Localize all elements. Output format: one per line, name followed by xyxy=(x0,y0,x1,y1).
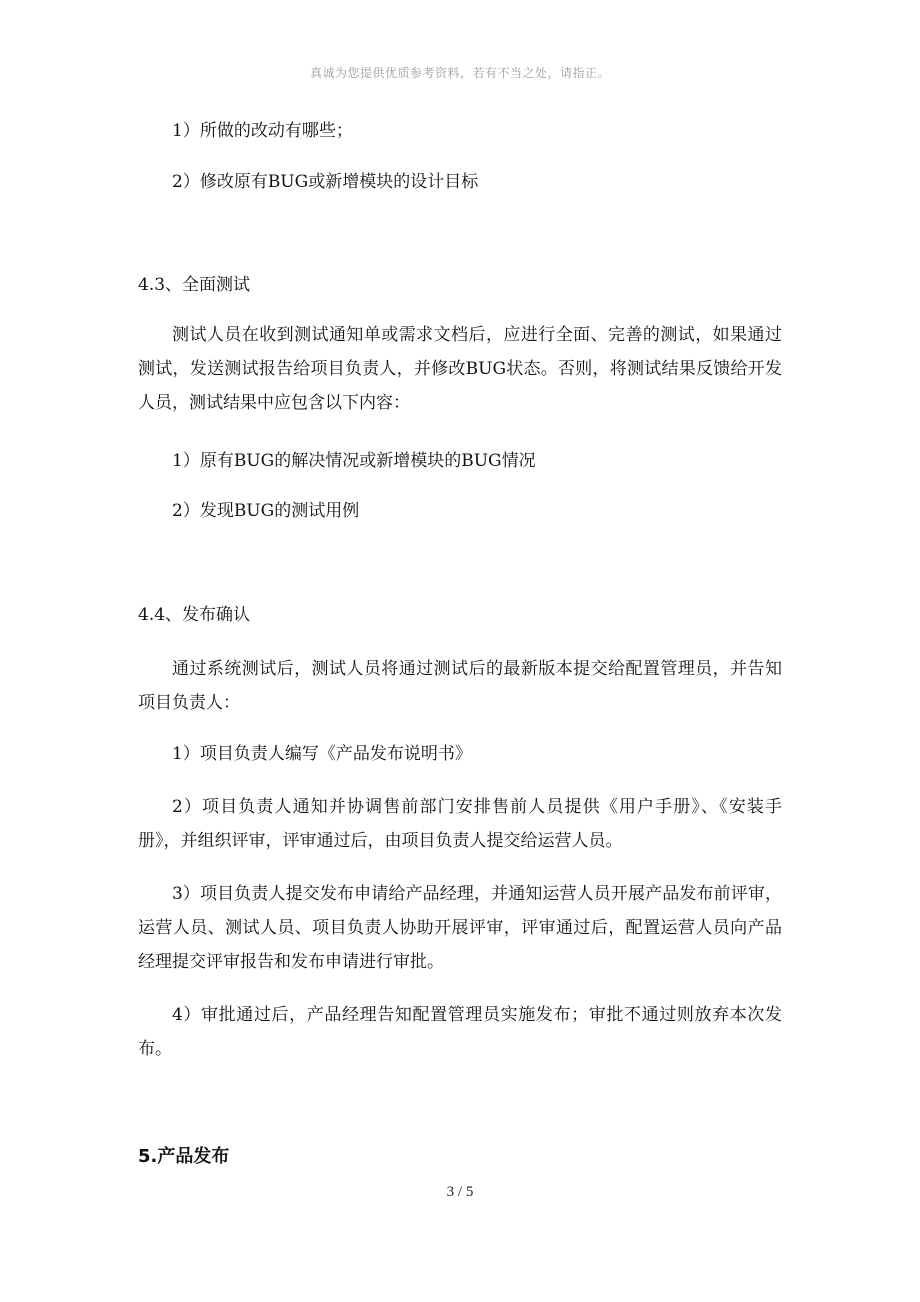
list-item-design-goal: 2）修改原有BUG或新增模块的设计目标 xyxy=(172,172,479,192)
section-4-4-paragraph: 通过系统测试后，测试人员将通过测试后的最新版本提交给配置管理员，并告知项目负责人： xyxy=(138,659,782,713)
list-item-changes: 1）所做的改动有哪些； xyxy=(172,121,353,141)
page-number: 3 / 5 xyxy=(446,1184,474,1200)
list-item-bug-status: 1）原有BUG的解决情况或新增模块的BUG情况 xyxy=(172,451,536,471)
section-title-4-3: 4.3、全面测试 xyxy=(138,275,251,295)
list-item-manuals: 2）项目负责人通知并协调售前部门安排售前人员提供《用户手册》、《安装手册》，并组织评审，评审通过后，由项目负责人提交给运营人员。 xyxy=(138,797,782,851)
list-item-test-case: 2）发现BUG的测试用例 xyxy=(172,501,360,521)
section-title-5: 5.产品发布 xyxy=(138,1146,230,1167)
list-item-approval: 4）审批通过后，产品经理告知配置管理员实施发布；审批不通过则放弃本次发布。 xyxy=(138,1005,782,1059)
list-item-release-review: 3）项目负责人提交发布申请给产品经理，并通知运营人员开展产品发布前评审，运营人员、测试人员、项目负责人协助开展评审，评审通过后，配置运营人员向产品经理提交评审报告和发布申请进行审批。 xyxy=(138,884,782,972)
header-notice: 真诚为您提供优质参考资料，若有不当之处，请指正。 xyxy=(309,66,610,80)
section-title-4-4: 4.4、发布确认 xyxy=(138,605,251,625)
section-4-3-paragraph: 测试人员在收到测试通知单或需求文档后，应进行全面、完善的测试，如果通过测试，发送测试报告给项目负责人，并修改BUG状态。否则，将测试结果反馈给开发人员，测试结果中应包含以下内容： xyxy=(138,325,782,413)
list-item-release-notes: 1）项目负责人编写《产品发布说明书》 xyxy=(172,744,472,764)
